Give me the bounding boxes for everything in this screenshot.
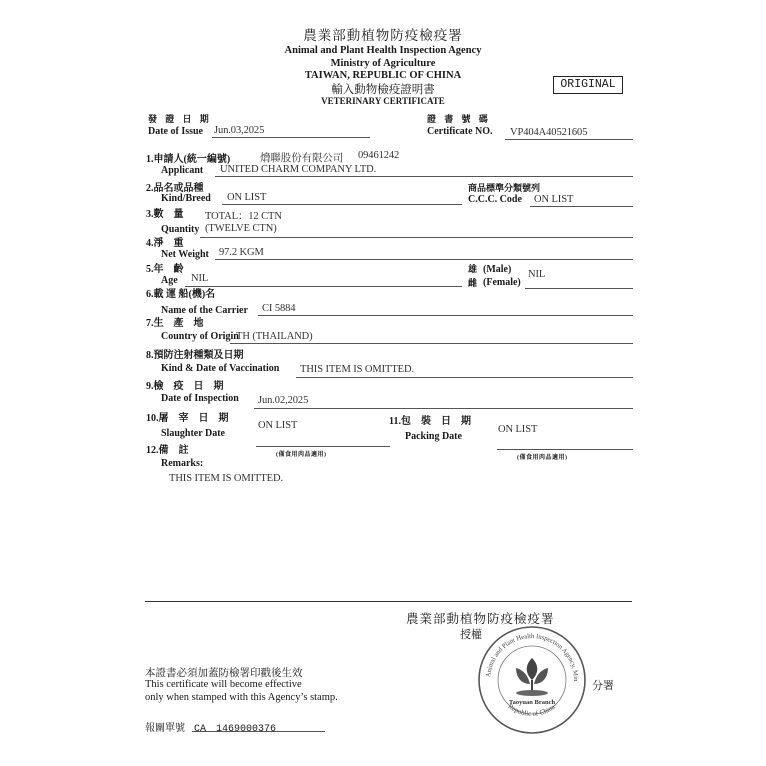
sex-female-zh: 雌 [468, 278, 478, 288]
ccc-label-zh: 商品標準分類號列 [468, 183, 541, 193]
origin-label-zh: 7.生 產 地 [146, 318, 204, 329]
applicant-label-zh: 1.申請人(統一編號) [146, 154, 231, 165]
leaf-emblem-icon [516, 658, 548, 696]
footer-agency-zh: 農業部動植物防疫檢疫署 [406, 612, 555, 626]
notice-en-1: This certificate will become effective [145, 679, 302, 690]
age-label: Age [161, 275, 178, 286]
ministry-name: Ministry of Agriculture [330, 58, 436, 69]
inspection-label-zh: 9.檢 疫 日 期 [146, 381, 224, 392]
applicant-value: UNITED CHARM COMPANY LTD. [220, 164, 377, 175]
packing-value: ON LIST [498, 424, 538, 435]
age-value: NIL [191, 273, 209, 284]
quantity-label-zh: 3.數 量 [146, 209, 184, 220]
seal-ring-text: Animal and Plant Health Inspection Agency, Min [485, 632, 580, 682]
original-stamp: ORIGINAL [553, 76, 623, 94]
carrier-label-zh: 6.載 運 船(機)名 [146, 289, 216, 300]
country-name: TAIWAN, REPUBLIC OF CHINA [304, 70, 462, 81]
cert-no-label-zh: 證 書 號 碼 [427, 114, 491, 124]
slaughter-label-zh: 10.屠 宰 日 期 [146, 413, 229, 424]
age-label-zh: 5.年 齡 [146, 264, 184, 275]
kind-label: Kind/Breed [161, 193, 211, 204]
inspection-value: Jun.02,2025 [258, 395, 309, 406]
customs-label-zh: 報關單號 [145, 723, 185, 734]
applicant-tax-id: 09461242 [358, 150, 400, 161]
slaughter-value: ON LIST [258, 420, 298, 431]
kind-value: ON LIST [227, 192, 267, 203]
carrier-value: CI 5884 [262, 303, 296, 314]
seal-branch-text: Taoyuan Branch [508, 699, 556, 706]
notice-en-2: only when stamped with this Agency’s stamp. [145, 692, 338, 703]
packing-label: Packing Date [405, 431, 462, 442]
quantity-value-2: (TWELVE CTN) [205, 223, 277, 234]
slaughter-note: (僅食用肉品適用) [276, 452, 327, 458]
quantity-value-1: TOTAL：12 CTN [205, 211, 282, 222]
issue-date-label: Date of Issue [148, 126, 203, 137]
sex-female-label: (Female) [483, 277, 521, 288]
agency-title-zh: 農業部動植物防疫檢疫署 [303, 28, 463, 43]
remarks-value: THIS ITEM IS OMITTED. [169, 473, 283, 484]
sex-male-label: (Male) [483, 264, 512, 275]
ccc-value: ON LIST [534, 194, 574, 205]
agency-seal [476, 624, 588, 741]
weight-value: 97.2 KGM [219, 247, 264, 258]
origin-label: Country of Origin [161, 331, 239, 342]
carrier-label: Name of the Carrier [161, 305, 248, 316]
applicant-label: Applicant [161, 165, 204, 176]
doc-title-zh: 輸入動物檢疫證明書 [331, 84, 435, 96]
issue-date-label-zh: 發 證 日 期 [148, 114, 212, 124]
footer-branch-zh: 分署 [592, 680, 614, 692]
remarks-label-zh: 12.備 註 [146, 445, 189, 456]
vaccination-label-zh: 8.預防注射種類及日期 [146, 350, 244, 361]
packing-label-zh: 11.包 裝 日 期 [389, 416, 471, 427]
sex-male-zh: 雄 [468, 264, 478, 274]
sex-value: NIL [528, 269, 546, 280]
weight-label-zh: 4.淨 重 [146, 238, 184, 249]
remarks-label: Remarks: [161, 458, 204, 469]
weight-label: Net Weight [161, 249, 209, 260]
doc-title-en: VETERINARY CERTIFICATE [321, 96, 445, 106]
kind-label-zh: 2.品名或品種 [146, 183, 204, 194]
slaughter-label: Slaughter Date [161, 428, 225, 439]
issue-date-value: Jun.03,2025 [214, 125, 265, 136]
inspection-label: Date of Inspection [161, 393, 239, 404]
applicant-value-zh: 熁聯股份有限公司 [260, 153, 344, 164]
vaccination-value: THIS ITEM IS OMITTED. [300, 364, 414, 375]
packing-note: (僅食用肉品適用) [517, 455, 568, 461]
agency-title-en: Animal and Plant Health Inspection Agency [284, 45, 482, 56]
cert-no-value: VP404A40521605 [510, 127, 588, 138]
ccc-label: C.C.C. Code [468, 194, 522, 205]
seal-bottom-text: Republic of China [506, 702, 557, 718]
customs-value: CA 1469000376 [194, 724, 277, 735]
notice-zh: 本證書必須加蓋防檢署印戳後生效 [145, 668, 303, 679]
vaccination-label: Kind & Date of Vaccination [161, 363, 280, 374]
cert-no-label: Certificate NO. [427, 126, 493, 137]
svg-text:Animal and Plant Health Inspec [476, 624, 579, 682]
footer-authorized-zh: 授權 [460, 629, 482, 641]
quantity-label: Quantity [161, 224, 200, 235]
origin-value: TH (THAILAND) [236, 331, 313, 342]
